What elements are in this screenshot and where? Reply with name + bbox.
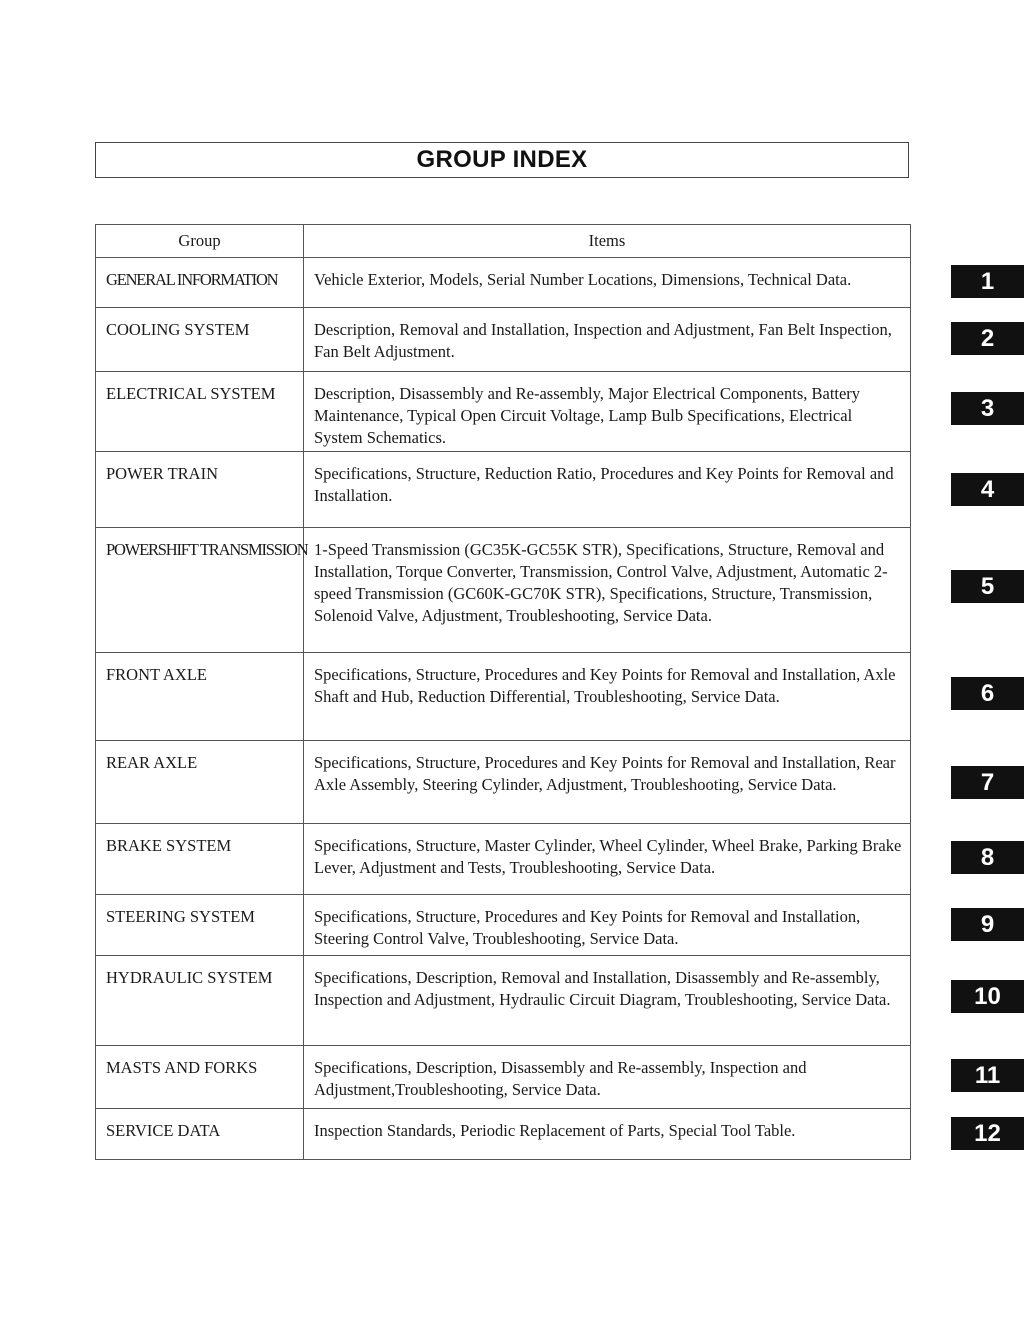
table-header-row <box>96 225 911 258</box>
header-group: Group <box>96 225 304 258</box>
group-items: Specifications, Structure, Master Cylinder, Wheel Cylinder, Wheel Brake, Parking Brake Lever, Adjustment and Tests, Troubleshooting, Service Data. <box>304 824 911 895</box>
group-name: BRAKE SYSTEM <box>96 824 304 895</box>
group-name: FRONT AXLE <box>96 653 304 741</box>
section-tab-5[interactable]: 5 <box>951 570 1024 603</box>
table-row <box>96 653 911 741</box>
group-name: COOLING SYSTEM <box>96 308 304 372</box>
group-index-table <box>95 224 911 1160</box>
group-items: Description, Disassembly and Re-assembly, Major Electrical Components, Battery Maintenance, Typical Open Circuit Voltage, Lamp Bulb Specifications, Electrical System Schematics. <box>304 372 911 452</box>
table-row <box>96 1046 911 1109</box>
group-items: 1-Speed Transmission (GC35K-GC55K STR), Specifications, Structure, Removal and Installation, Torque Converter, Transmission, Control Valve, Adjustment, Automatic 2-speed Transmission (GC60K-GC70K STR), Specifications, Structure, Transmission, Solenoid Valve, Adjustment, Troubleshooting, Service Data. <box>304 528 911 653</box>
section-tab-3[interactable]: 3 <box>951 392 1024 425</box>
group-name: MASTS AND FORKS <box>96 1046 304 1109</box>
group-items: Specifications, Structure, Reduction Ratio, Procedures and Key Points for Removal and Installation. <box>304 452 911 528</box>
header-items: Items <box>304 225 911 258</box>
section-tab-6[interactable]: 6 <box>951 677 1024 710</box>
group-items: Specifications, Description, Disassembly and Re-assembly, Inspection and Adjustment,Troubleshooting, Service Data. <box>304 1046 911 1109</box>
group-items: Specifications, Structure, Procedures and Key Points for Removal and Installation, Axle Shaft and Hub, Reduction Differential, Troubleshooting, Service Data. <box>304 653 911 741</box>
section-tab-12[interactable]: 12 <box>951 1117 1024 1150</box>
group-name: ELECTRICAL SYSTEM <box>96 372 304 452</box>
section-tab-2[interactable]: 2 <box>951 322 1024 355</box>
group-name: STEERING SYSTEM <box>96 895 304 956</box>
group-items: Specifications, Description, Removal and Installation, Disassembly and Re-assembly, Inspection and Adjustment, Hydraulic Circuit Diagram, Troubleshooting, Service Data. <box>304 956 911 1046</box>
group-name: GENERAL INFORMATION <box>96 258 304 308</box>
group-name: POWER TRAIN <box>96 452 304 528</box>
table-row <box>96 258 911 308</box>
group-name: HYDRAULIC SYSTEM <box>96 956 304 1046</box>
title-box <box>95 142 909 178</box>
section-tab-1[interactable]: 1 <box>951 265 1024 298</box>
group-name: SERVICE DATA <box>96 1109 304 1160</box>
table-row <box>96 1109 911 1160</box>
table-row <box>96 895 911 956</box>
table-row <box>96 452 911 528</box>
section-tab-4[interactable]: 4 <box>951 473 1024 506</box>
table-row <box>96 308 911 372</box>
group-items: Vehicle Exterior, Models, Serial Number Locations, Dimensions, Technical Data. <box>304 258 911 308</box>
table-row <box>96 372 911 452</box>
page-title: GROUP INDEX <box>416 146 588 173</box>
group-name: POWERSHIFT TRANSMISSION <box>96 528 304 653</box>
group-items: Description, Removal and Installation, Inspection and Adjustment, Fan Belt Inspection, Fan Belt Adjustment. <box>304 308 911 372</box>
section-tab-7[interactable]: 7 <box>951 766 1024 799</box>
section-tab-9[interactable]: 9 <box>951 908 1024 941</box>
table-row <box>96 528 911 653</box>
group-items: Specifications, Structure, Procedures and Key Points for Removal and Installation, Steering Control Valve, Troubleshooting, Service Data. <box>304 895 911 956</box>
section-tab-11[interactable]: 11 <box>951 1059 1024 1092</box>
table-row <box>96 824 911 895</box>
table-row <box>96 741 911 824</box>
group-name: REAR AXLE <box>96 741 304 824</box>
table-row <box>96 956 911 1046</box>
group-items: Specifications, Structure, Procedures and Key Points for Removal and Installation, Rear Axle Assembly, Steering Cylinder, Adjustment, Troubleshooting, Service Data. <box>304 741 911 824</box>
group-items: Inspection Standards, Periodic Replacement of Parts, Special Tool Table. <box>304 1109 911 1160</box>
section-tab-10[interactable]: 10 <box>951 980 1024 1013</box>
section-tab-8[interactable]: 8 <box>951 841 1024 874</box>
